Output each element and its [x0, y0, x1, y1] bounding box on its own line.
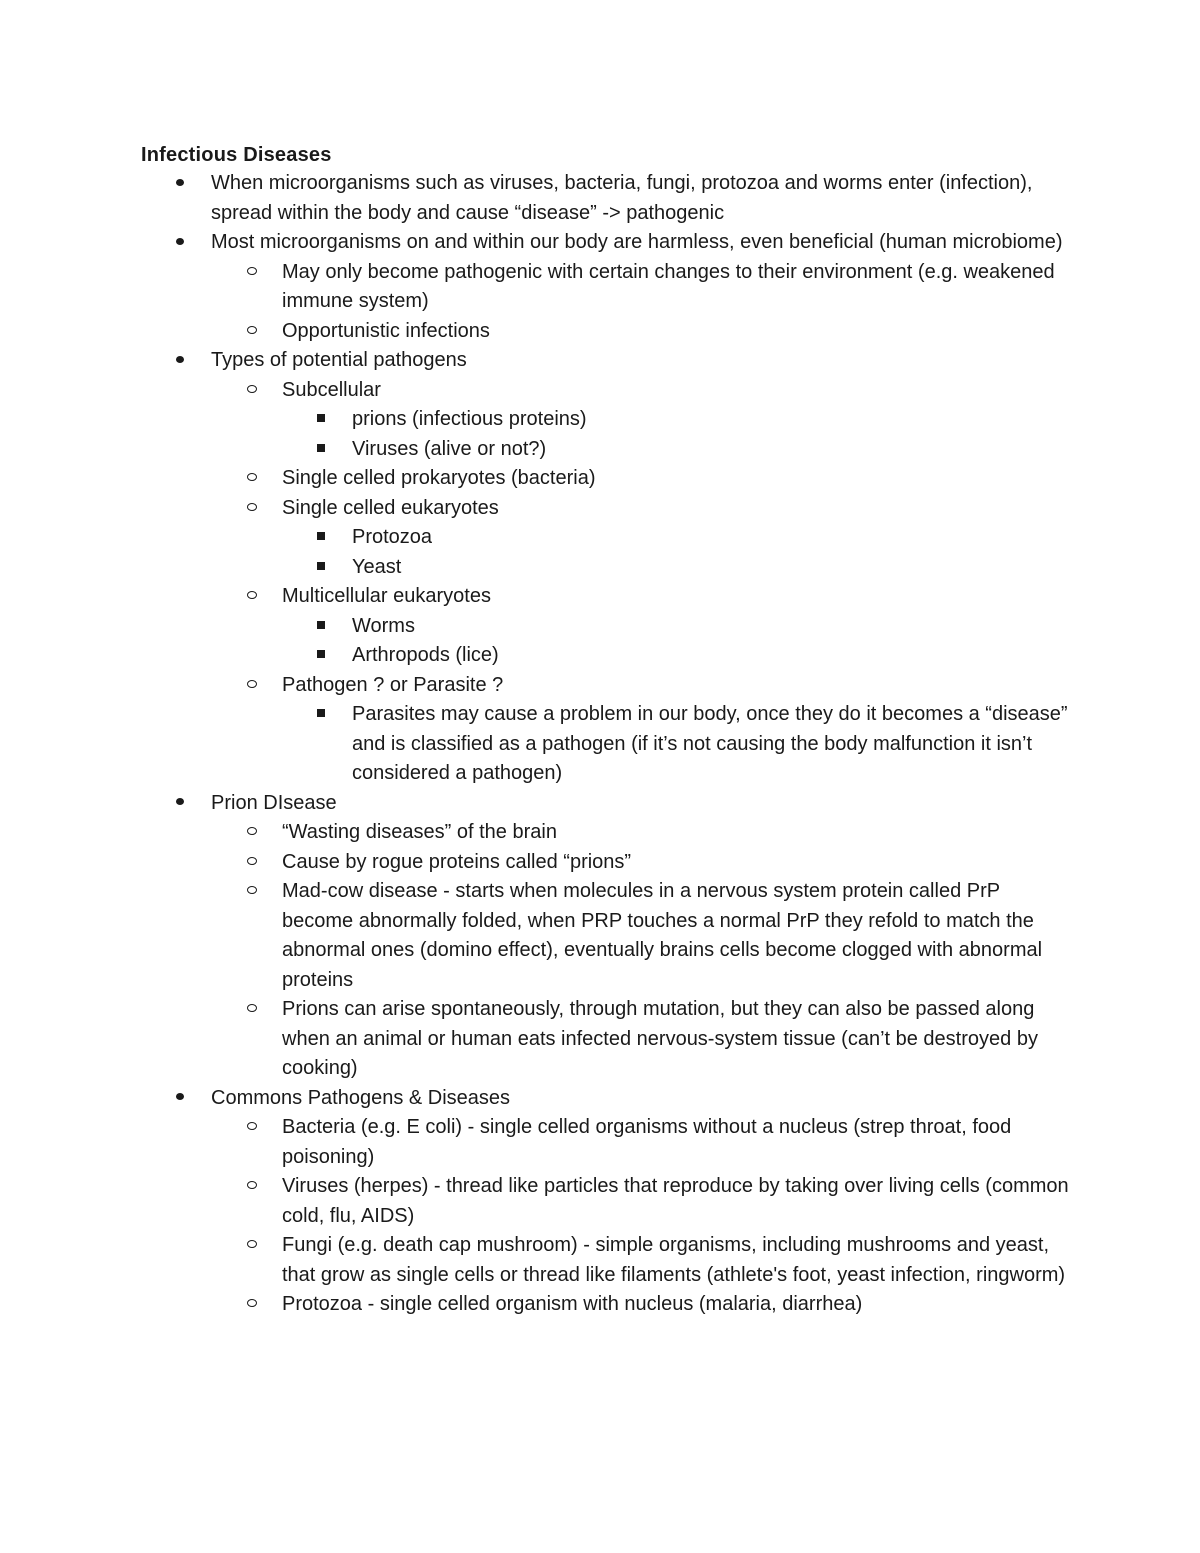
sub-list-item-text: Fungi (e.g. death cap mushroom) - simple organisms, including mushrooms and yeast, that grow as single cells or thread like filaments (athlete's foot, yeast infection, ringworm) [282, 1234, 1066, 1286]
square-bullet-icon [317, 435, 325, 465]
sub-list-item [0, 671, 1071, 789]
sub-list [211, 818, 1071, 1084]
sub-sub-list [282, 700, 1071, 789]
bullet-list [0, 169, 1200, 1320]
sub-list-item-text: Cause by rogue proteins called “prions” [282, 850, 632, 873]
document-title: Infectious Diseases [141, 144, 332, 166]
list-item [0, 346, 1071, 789]
sub-list [211, 258, 1071, 347]
sub-sub-list-item [0, 641, 1071, 671]
sub-sub-list-item-text: Worms [352, 614, 415, 637]
sub-list-item-text: Mad-cow disease - starts when molecules in a nervous system protein called PrP become abnormally folded, when PRP touches a normal PrP they refold to match the abnormal ones (domino effect), eventually brains cells become clogged with abnormal proteins [282, 880, 1043, 991]
sub-list-item [0, 1172, 1071, 1231]
circle-bullet-icon [247, 1113, 257, 1143]
sub-sub-list-item [0, 700, 1071, 789]
square-bullet-icon [317, 700, 325, 730]
sub-list-item-text: Single celled prokaryotes (bacteria) [282, 467, 596, 489]
sub-list-item-text: Bacteria (e.g. E coli) - single celled organisms without a nucleus (strep throat, food poisoning) [282, 1116, 1012, 1168]
circle-bullet-icon [247, 818, 257, 848]
sub-sub-list-item-text: Yeast [352, 555, 402, 578]
sub-list-item-text: Multicellular eukaryotes [282, 585, 491, 607]
circle-bullet-icon [247, 848, 257, 878]
sub-list-item [0, 995, 1071, 1084]
sub-list-item [0, 848, 1071, 878]
sub-list-item-text: Viruses (herpes) - thread like particles that reproduce by taking over living cells (common cold, flu, AIDS) [282, 1175, 1069, 1227]
list-item [0, 169, 1071, 228]
sub-list-item [0, 317, 1071, 347]
sub-list-item-text: Single celled eukaryotes [282, 496, 499, 519]
sub-sub-list-item [0, 612, 1071, 642]
circle-bullet-icon [247, 995, 257, 1025]
sub-sub-list-item [0, 405, 1071, 435]
list-item-text: Types of potential pathogens [211, 349, 467, 371]
circle-bullet-icon [247, 494, 257, 524]
sub-list [211, 1113, 1071, 1320]
list-item-text: Most microorganisms on and within our body are harmless, even beneficial (human microbiome) [211, 231, 1063, 253]
sub-list-item-text: Prions can arise spontaneously, through mutation, but they can also be passed along when an animal or human eats infected nervous-system tissue (can’t be destroyed by cooking) [282, 998, 1038, 1079]
sub-sub-list [282, 523, 1071, 582]
sub-sub-list [282, 612, 1071, 671]
list-item [0, 789, 1071, 1084]
list-item [0, 228, 1071, 346]
sub-sub-list-item-text: prions (infectious proteins) [352, 408, 587, 430]
circle-bullet-icon [247, 877, 257, 907]
sub-list-item [0, 376, 1071, 465]
disc-bullet-icon [176, 228, 184, 258]
square-bullet-icon [317, 612, 325, 642]
sub-sub-list [282, 405, 1071, 464]
circle-bullet-icon [247, 376, 257, 406]
sub-sub-list-item-text: Protozoa [352, 526, 433, 548]
sub-sub-list-item-text: Arthropods (lice) [352, 644, 499, 666]
sub-list-item [0, 818, 1071, 848]
sub-list-item-text: Subcellular [282, 378, 381, 401]
sub-list-item [0, 464, 1071, 494]
disc-bullet-icon [176, 1084, 184, 1114]
sub-list-item-text: Protozoa - single celled organism with nucleus (malaria, diarrhea) [282, 1293, 863, 1315]
disc-bullet-icon [176, 169, 184, 199]
disc-bullet-icon [176, 789, 184, 819]
sub-list-item [0, 877, 1071, 995]
circle-bullet-icon [247, 671, 257, 701]
circle-bullet-icon [247, 1172, 257, 1202]
sub-sub-list-item [0, 523, 1071, 553]
sub-list-item-text: Pathogen ? or Parasite ? [282, 673, 504, 696]
list-item-text: Commons Pathogens & Diseases [211, 1086, 511, 1109]
sub-sub-list-item [0, 435, 1071, 465]
list-item-text: When microorganisms such as viruses, bacteria, fungi, protozoa and worms enter (infection), spread within the body and cause “disease” -> pathogenic [211, 172, 1033, 224]
sub-sub-list-item [0, 553, 1071, 583]
circle-bullet-icon [247, 464, 257, 494]
circle-bullet-icon [247, 1231, 257, 1261]
square-bullet-icon [317, 523, 325, 553]
square-bullet-icon [317, 405, 325, 435]
square-bullet-icon [317, 641, 325, 671]
sub-sub-list-item-text: Parasites may cause a problem in our body, once they do it becomes a “disease” and is classified as a pathogen (if it’s not causing the body malfunction it isn’t considered a pathogen) [352, 703, 1068, 784]
sub-list-item [0, 1231, 1071, 1290]
sub-list-item [0, 494, 1071, 583]
sub-list-item-text: “Wasting diseases” of the brain [282, 821, 557, 843]
circle-bullet-icon [247, 582, 257, 612]
list-item [0, 1084, 1071, 1320]
sub-list-item [0, 258, 1071, 317]
sub-list-item [0, 1290, 1071, 1320]
circle-bullet-icon [247, 258, 257, 288]
circle-bullet-icon [247, 317, 257, 347]
disc-bullet-icon [176, 346, 184, 376]
list-item-text: Prion DIsease [211, 791, 337, 814]
sub-list [211, 376, 1071, 789]
sub-list-item-text: Opportunistic infections [282, 319, 490, 342]
sub-list-item [0, 582, 1071, 671]
sub-sub-list-item-text: Viruses (alive or not?) [352, 437, 547, 460]
sub-list-item-text: May only become pathogenic with certain changes to their environment (e.g. weakened immune system) [282, 260, 1055, 312]
sub-list-item [0, 1113, 1071, 1172]
square-bullet-icon [317, 553, 325, 583]
circle-bullet-icon [247, 1290, 257, 1320]
